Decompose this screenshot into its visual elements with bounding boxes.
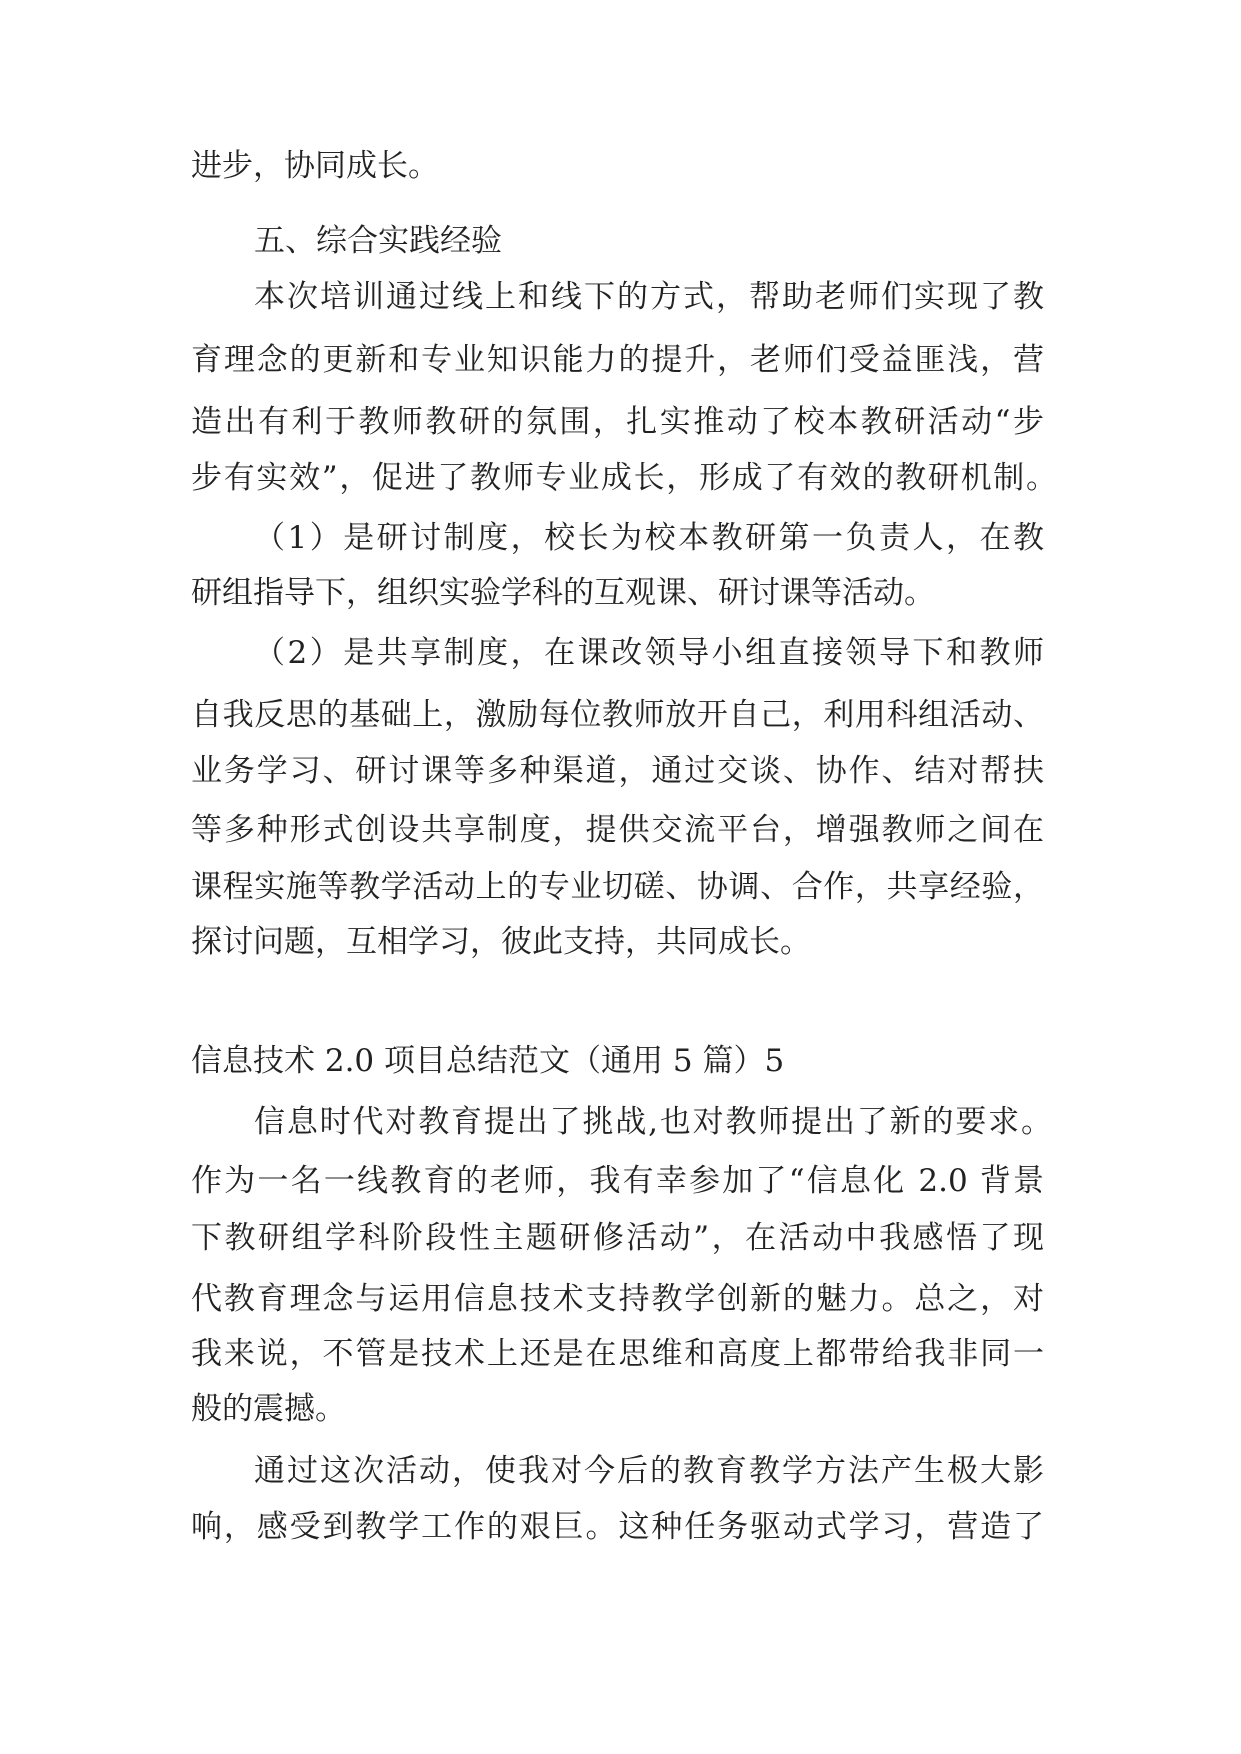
text-line: 进步，协同成长。: [191, 148, 439, 184]
text-line: 步有实效”，促进了教师专业成长，形成了有效的教研机制。: [191, 460, 1057, 496]
text-line: 信息时代对教育提出了挑战,也对教师提出了新的要求。: [254, 1104, 1052, 1140]
text-line: （2）是共享制度，在课改领导小组直接领导下和教师: [254, 635, 1044, 671]
text-line: 我来说，不管是技术上还是在思维和高度上都带给我非同一: [191, 1336, 1044, 1372]
text-line: 育理念的更新和专业知识能力的提升，老师们受益匪浅，营: [191, 342, 1044, 378]
section-heading: 五、综合实践经验: [254, 223, 502, 259]
text-line: 代教育理念与运用信息技术支持教学创新的魅力。总之，对: [191, 1281, 1044, 1317]
text-line: 下教研组学科阶段性主题研修活动”，在活动中我感悟了现: [191, 1220, 1044, 1256]
text-line: 作为一名一线教育的老师，我有幸参加了“信息化 2.0 背景: [191, 1163, 1044, 1199]
text-line: 般的震撼。: [191, 1391, 346, 1427]
text-line: 通过这次活动，使我对今后的教育教学方法产生极大影: [254, 1453, 1044, 1489]
text-line: 响，感受到教学工作的艰巨。这种任务驱动式学习，营造了: [191, 1509, 1044, 1545]
article-title: 信息技术 2.0 项目总结范文（通用 5 篇）5: [191, 1043, 785, 1079]
text-line: 研组指导下，组织实验学科的互观课、研讨课等活动。: [191, 575, 935, 611]
text-line: 造出有利于教师教研的氛围，扎实推动了校本教研活动“步: [191, 404, 1044, 440]
text-line: 探讨问题，互相学习，彼此支持，共同成长。: [191, 924, 811, 960]
text-line: 本次培训通过线上和线下的方式，帮助老师们实现了教: [254, 279, 1044, 315]
text-line: 等多种形式创设共享制度，提供交流平台，增强教师之间在: [191, 812, 1044, 848]
text-line: 课程实施等教学活动上的专业切磋、协调、合作，共享经验，: [191, 869, 1044, 905]
text-line: （1）是研讨制度，校长为校本教研第一负责人，在教: [254, 520, 1044, 556]
text-line: 业务学习、研讨课等多种渠道，通过交谈、协作、结对帮扶: [191, 753, 1044, 789]
text-line: 自我反思的基础上，激励每位教师放开自己，利用科组活动、: [191, 697, 1044, 733]
